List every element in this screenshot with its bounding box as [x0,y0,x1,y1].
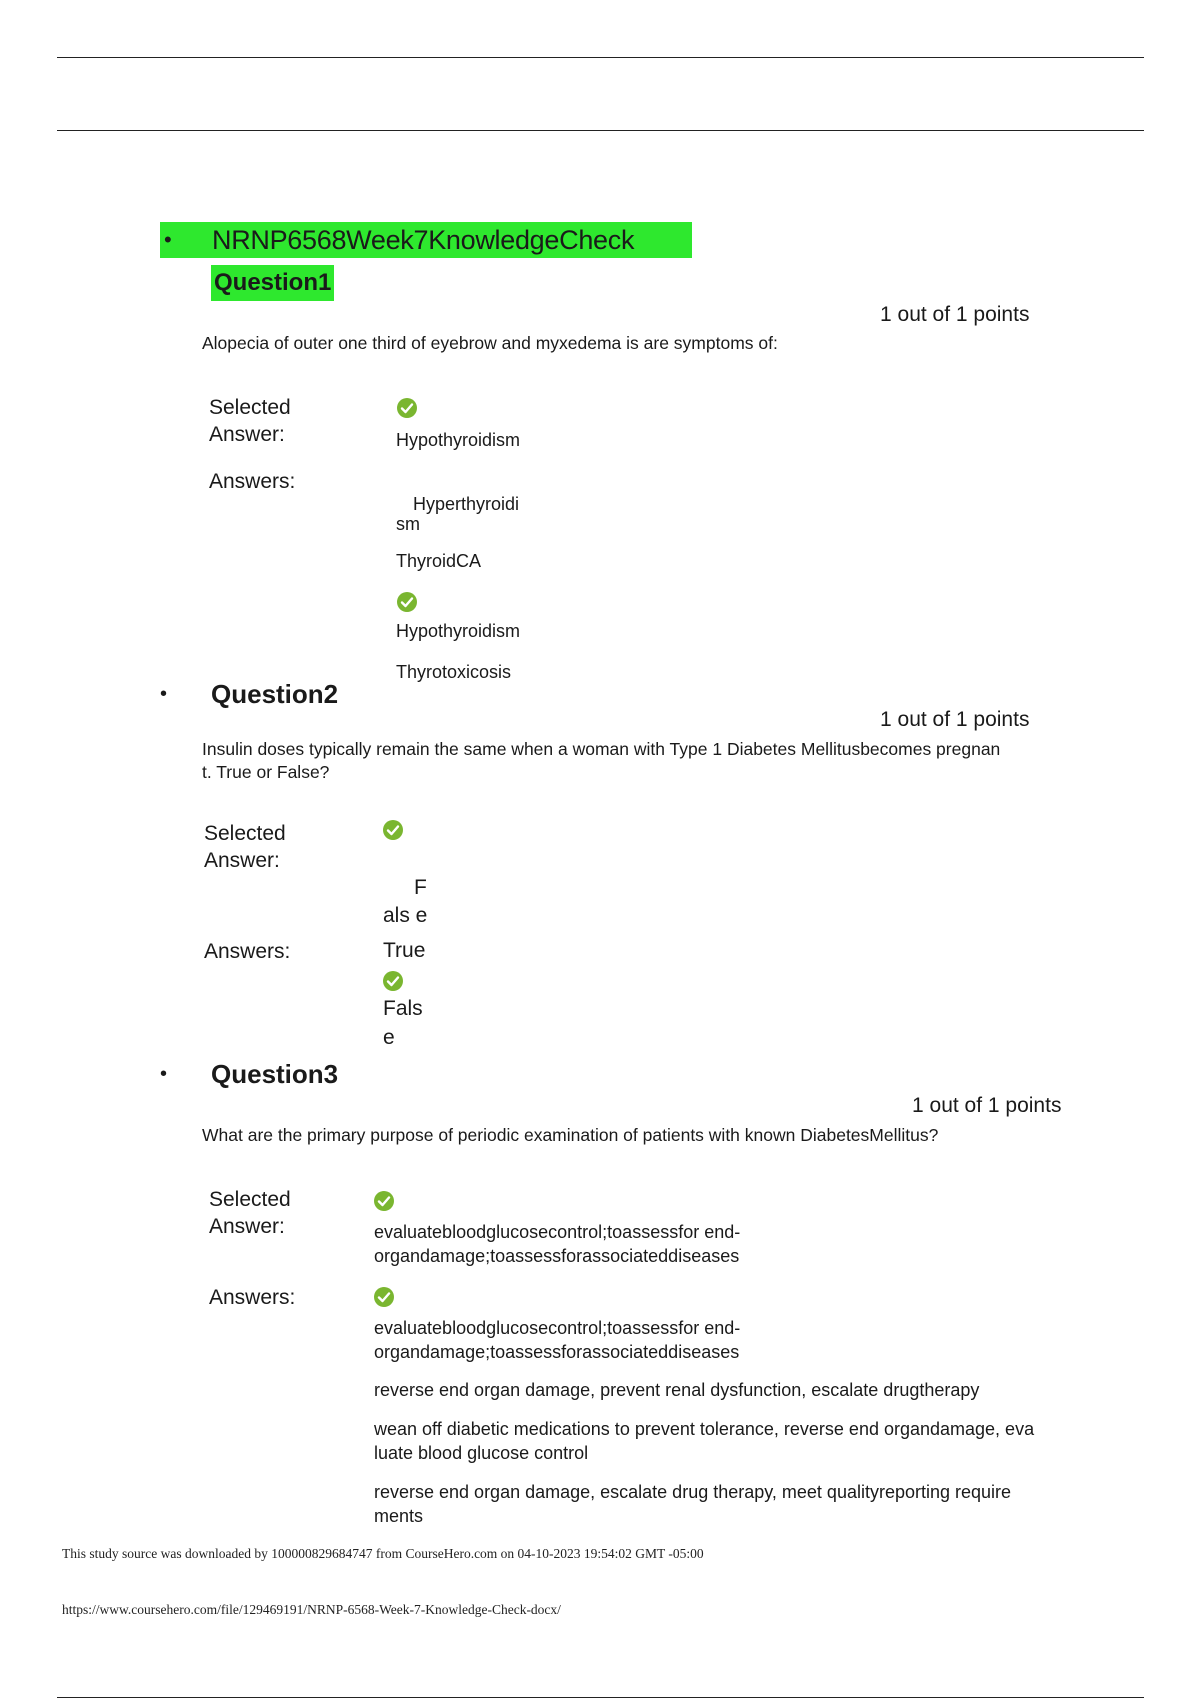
check-circle-icon [397,398,417,418]
selected-answer: Hypothyroidism [396,430,521,450]
answer-option: sm [396,514,420,534]
question-1-points: 1 out of 1 points [880,303,1030,326]
answer-option: wean off diabetic medications to prevent tolerance, reverse end organdamage, eva luate blood glucose control [374,1419,1035,1463]
check-circle-icon [383,820,403,840]
download-notice: This study source was downloaded by 100000829684747 from CourseHero.com on 04-10-2023 19:54:02 GMT -05:00 [62,1546,704,1561]
question-3-text: What are the primary purpose of periodic examination of patients with known DiabetesMellitus? [202,1125,939,1145]
selected-answer-label: Selected Answer: [204,822,286,872]
answers-label: Answers: [209,470,296,493]
question-2-points: 1 out of 1 points [880,708,1030,731]
check-circle-icon [374,1191,394,1211]
question-2-text: Insulin doses typically remain the same when a woman with Type 1 Diabetes Mellitusbecomes pregnan t. True or False? [202,739,1001,782]
answer-option: True [383,939,426,962]
bullet: • [164,227,172,252]
bullet: • [160,683,168,705]
question-1-label: Question1 [211,265,334,301]
answer-option: Hypothyroidism [396,621,521,641]
document-title-text: NRNP6568Week7KnowledgeCheck [212,225,635,255]
question-3-label: Question3 [211,1059,339,1089]
check-circle-icon [397,592,417,612]
answers-label: Answers: [209,1286,296,1309]
check-circle-icon [383,971,403,991]
bullet: • [160,1063,168,1085]
question-3-points: 1 out of 1 points [912,1094,1062,1117]
selected-answer: F [414,876,427,899]
check-circle-icon [374,1287,394,1307]
answer-option: evaluatebloodglucosecontrol;toassessfor end- organdamage;toassessforassociateddiseases [374,1318,741,1362]
header-rule-bottom [57,130,1144,131]
selected-answer: evaluatebloodglucosecontrol;toassessfor end- organdamage;toassessforassociateddiseases [374,1222,741,1266]
question-2-label: Question2 [211,679,339,709]
source-url: https://www.coursehero.com/file/129469191/NRNP-6568-Week-7-Knowledge-Check-docx/ [62,1602,561,1617]
selected-answer: als e [383,904,428,927]
answer-option: reverse end organ damage, escalate drug therapy, meet qualityreporting require ments [374,1482,1012,1526]
footer-rule [57,1697,1144,1698]
document-title [160,222,692,258]
selected-answer-label: Selected Answer: [209,396,291,446]
answer-option: e [383,1026,395,1049]
answer-option: reverse end organ damage, prevent renal dysfunction, escalate drugtherapy [374,1380,980,1400]
header-rule-top [57,57,1144,58]
answers-label: Answers: [204,940,291,963]
answer-option: Hyperthyroidi [413,494,520,514]
answer-option: ThyroidCA [396,551,482,571]
question-1-text: Alopecia of outer one third of eyebrow and myxedema is are symptoms of: [202,333,778,353]
answer-option: Fals [383,997,423,1020]
answer-option: Thyrotoxicosis [396,662,512,682]
selected-answer-label: Selected Answer: [209,1188,291,1238]
